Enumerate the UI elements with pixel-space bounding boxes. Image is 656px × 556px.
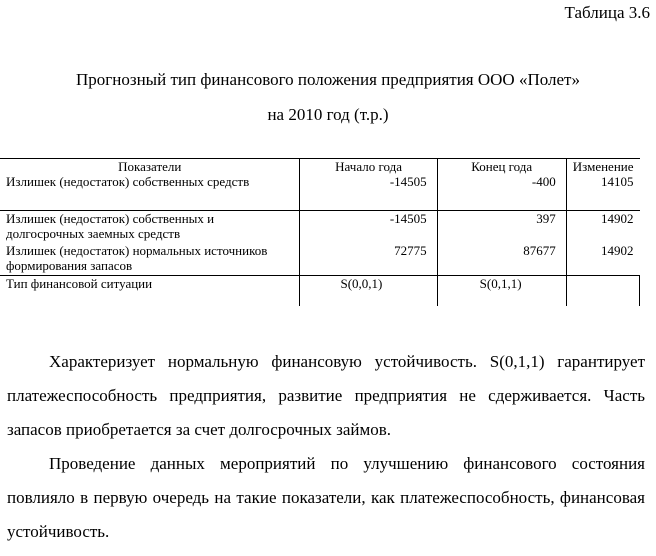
start-value: 72775 <box>300 243 437 276</box>
row-label: Излишек (недостаток) собственных и долгосрочных заемных средств <box>0 211 300 244</box>
table-row <box>0 174 640 211</box>
change-value: 14902 <box>566 211 639 244</box>
header-start-of-year: Начало года <box>300 159 437 175</box>
header-change: Изменение <box>566 159 639 175</box>
financial-position-table <box>0 158 640 306</box>
body-paragraph: Проведение данных мероприятий по улучшению финансового состояния повлияло в первую очередь на такие показатели, как платежеспособность, финансовая устойчивость. <box>7 454 645 541</box>
table-subtitle: на 2010 год (т.р.) <box>267 105 389 124</box>
end-value: 87677 <box>437 243 566 276</box>
start-value: S(0,0,1) <box>300 276 437 307</box>
row-label: Излишек (недостаток) собственных средств <box>0 174 300 211</box>
table-header-row <box>0 159 640 175</box>
table-number-label: Таблица 3.6 <box>564 3 650 22</box>
row-label: Излишек (недостаток) нормальных источников формирования запасов <box>0 243 300 276</box>
table-row <box>0 211 640 244</box>
table-row <box>0 243 640 276</box>
start-value: -14505 <box>300 211 437 244</box>
body-paragraph: Характеризует нормальную финансовую устойчивость. S(0,1,1) гарантирует платежеспособность предприятия, развитие предприятия не сдерживается. Часть запасов приобретается за счет долгосрочных займов. <box>7 352 645 439</box>
header-end-of-year: Конец года <box>437 159 566 175</box>
header-indicators: Показатели <box>0 159 300 175</box>
row-label: Тип финансовой ситуации <box>0 276 300 307</box>
end-value: 397 <box>437 211 566 244</box>
end-value: -400 <box>437 174 566 211</box>
start-value: -14505 <box>300 174 437 211</box>
change-value <box>566 276 639 307</box>
table-row <box>0 276 640 307</box>
table-title: Прогнозный тип финансового положения предприятия ООО «Полет» <box>76 70 580 89</box>
change-value: 14902 <box>601 243 634 258</box>
change-value: 14105 <box>601 174 634 189</box>
end-value: S(0,1,1) <box>437 276 566 307</box>
